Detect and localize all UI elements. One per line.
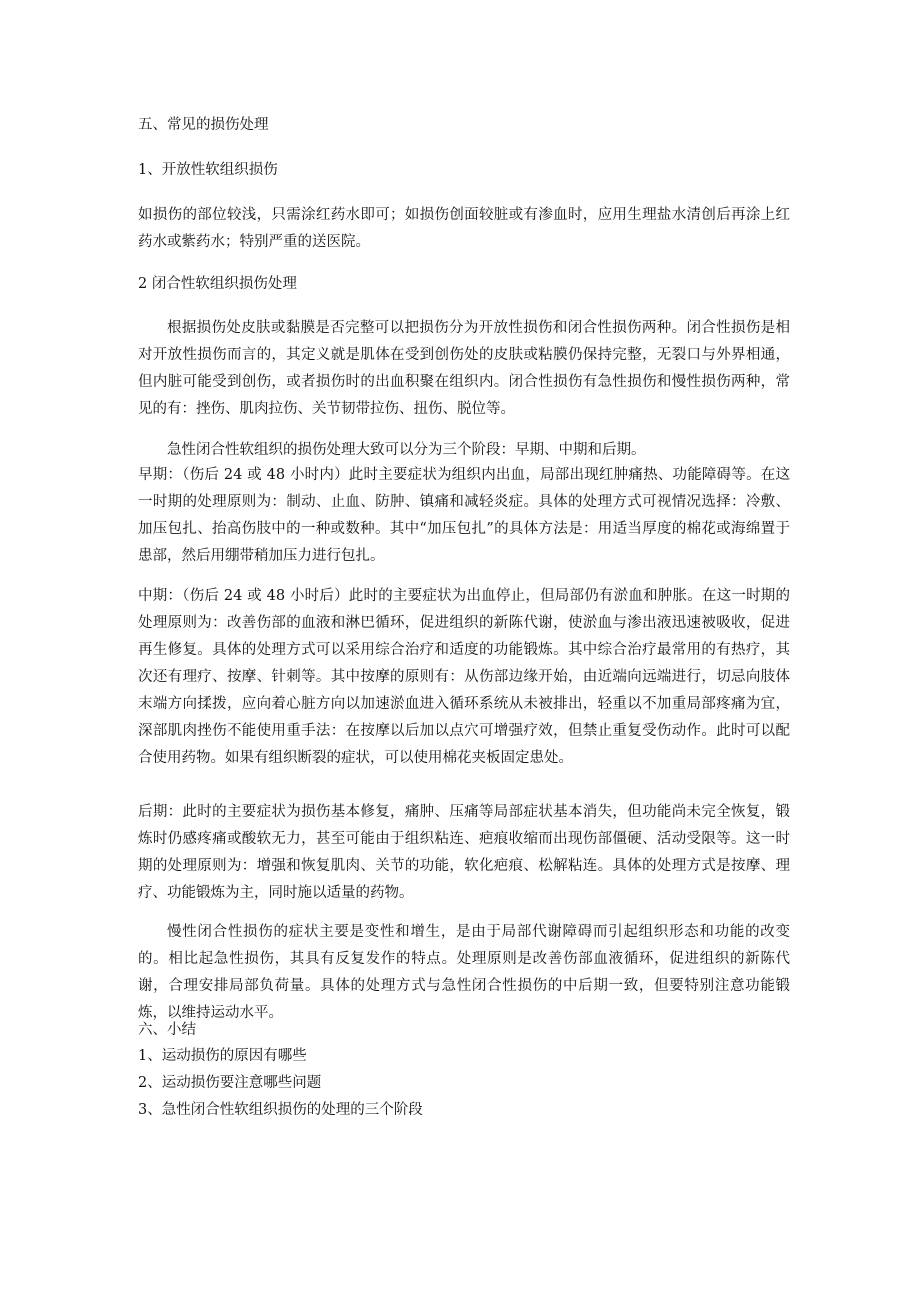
summary-item: 2、运动损伤要注意哪些问题 — [138, 1075, 322, 1091]
section-6-heading: 六、小结 — [138, 1022, 196, 1038]
middle-stage-paragraph: 中期：（伤后 24 或 48 小时后）此时的主要症状为出血停止，但局部仍有淤血和肿胀。在这一时期的处理原则为：改善伤部的血液和淋巴循环，促进组织的新陈代谢，使淤血与渗出液迅速被吸收，促进再生修复。具体的处理方式可以采用综合治疗和适度的功能锻炼。其中综合治疗最常用的有热疗，其次还有理疗、按摩、针刺等。其中按摩的原则有：从伤部边缘开始，由近端向远端进行，切忌向肢体末端方向揉拨，应向着心脏方向以加速淤血进入循环系统从未被排出，轻重以不加重局部疼痛为宜，深部肌肉挫伤不能使用重手法：在按摩以后加以点穴可增强疗效，但禁止重复受伤动作。此时可以配合使用药物。如果有组织断裂的症状，可以使用棉花夹板固定患处。 — [138, 588, 790, 766]
chronic-injury-paragraph: 慢性闭合性损伤的症状主要是变性和增生，是由于局部代谢障碍而引起组织形态和功能的改变的。相比起急性损伤，其具有反复发作的特点。处理原则是改善伤部血液循环，促进组织的新陈代谢，合理安排局部负荷量。具体的处理方式与急性闭合性损伤的中后期一致，但要特别注意功能锻炼，以维持运动水平。 — [138, 924, 790, 1021]
closed-injury-intro-paragraph: 根据损伤处皮肤或黏膜是否完整可以把损伤分为开放性损伤和闭合性损伤两种。闭合性损伤是相对开放性损伤而言的，其定义就是肌体在受到创伤处的皮肤或粘膜仍保持完整，无裂口与外界相通，但内脏可能受到创伤，或者损伤时的出血积聚在组织内。闭合性损伤有急性损伤和慢性损伤两种，常见的有：挫伤、肌肉拉伤、关节韧带拉伤、扭伤、脱位等。 — [138, 320, 790, 417]
item-1-heading: 1、开放性软组织损伤 — [138, 162, 278, 178]
early-stage-paragraph: 早期：（伤后 24 或 48 小时内）此时主要症状为组织内出血，局部出现红肿痛热、功能障碍等。在这一时期的处理原则为：制动、止血、防肿、镇痛和减轻炎症。具体的处理方式可视情况选择：冷敷、加压包扎、抬高伤肢中的一种或数种。其中“加压包扎”的具体方法是：用适当厚度的棉花或海绵置于患部，然后用绷带稍加压力进行包扎。 — [138, 467, 790, 564]
late-stage-paragraph: 后期：此时的主要症状为损伤基本修复，痛肿、压痛等局部症状基本消失，但功能尚未完全恢复，锻炼时仍感疼痛或酸软无力，甚至可能由于组织粘连、疤痕收缩而出现伤部僵硬、活动受限等。这一时期的处理原则为：增强和恢复肌肉、关节的功能，软化疤痕、松解粘连。具体的处理方式是按摩、理疗、功能锻炼为主，同时施以适量的药物。 — [138, 804, 790, 901]
acute-stages-intro: 急性闭合性软组织的损伤处理大致可以分为三个阶段：早期、中期和后期。 — [167, 442, 646, 458]
summary-item: 1、运动损伤的原因有哪些 — [138, 1048, 307, 1064]
item-2-heading: 2 闭合性软组织损伤处理 — [138, 276, 297, 292]
summary-list — [138, 1043, 790, 1124]
open-injury-paragraph: 如损伤的部位较浅，只需涂红药水即可；如损伤创面较脏或有渗血时，应用生理盐水清创后再涂上红药水或紫药水；特别严重的送医院。 — [138, 207, 790, 250]
summary-item: 3、急性闭合性软组织损伤的处理的三个阶段 — [138, 1102, 423, 1118]
section-5-heading: 五、常见的损伤处理 — [138, 117, 269, 133]
